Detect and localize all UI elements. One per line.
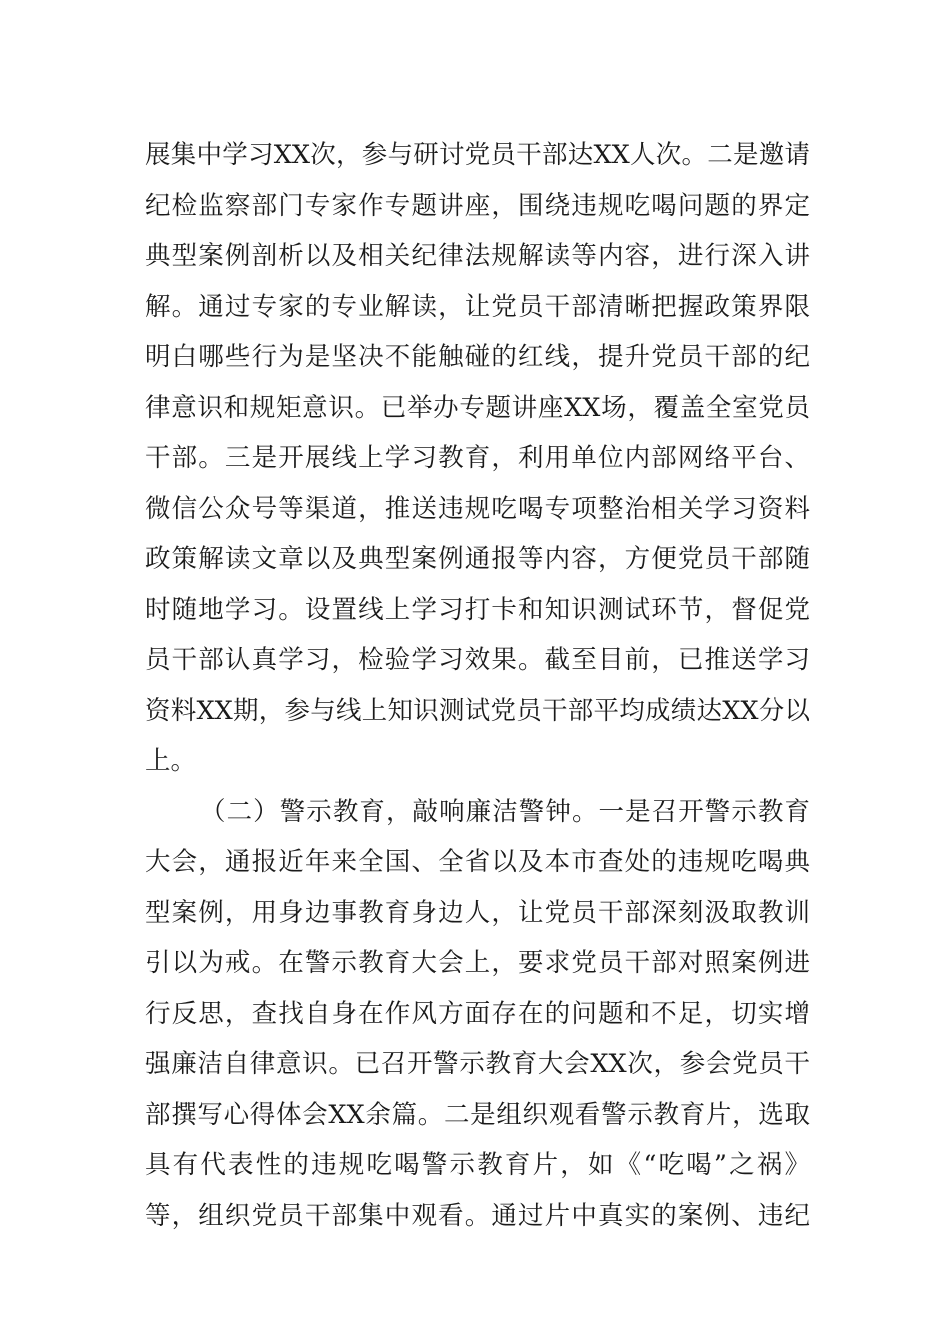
text-line: 具有代表性的违规吃喝警示教育片，如《“吃喝”之祸》	[145, 1150, 810, 1180]
text-line: 强廉洁自律意识。已召开警示教育大会XX次，参会党员干	[145, 1049, 810, 1079]
text-line: 律意识和规矩意识。已举办专题讲座XX场，覆盖全室党员	[145, 392, 810, 423]
text-line: 微信公众号等渠道，推送违规吃喝专项整治相关学习资料	[145, 493, 810, 524]
body-text	[145, 130, 810, 1241]
text-line: 型案例，用身边事教育身边人，让党员干部深刻汲取教训	[145, 897, 810, 928]
text-line: 员干部认真学习，检验学习效果。截至目前，已推送学习	[145, 645, 810, 675]
section-heading-line: （二）警示教育，敲响廉洁警钟。一是召开警示教育	[200, 796, 810, 827]
text-line: 行反思，查找自身在作风方面存在的问题和不足，切实增	[145, 998, 810, 1029]
text-line: 上。	[145, 746, 197, 776]
text-line: 等，组织党员干部集中观看。通过片中真实的案例、违纪	[145, 1200, 810, 1231]
text-line: 明白哪些行为是坚决不能触碰的红线，提升党员干部的纪	[145, 342, 810, 372]
text-line: 展集中学习XX次，参与研讨党员干部达XX人次。二是邀请	[145, 140, 810, 170]
text-line: 政策解读文章以及典型案例通报等内容，方便党员干部随	[145, 544, 810, 574]
text-line: 典型案例剖析以及相关纪律法规解读等内容，进行深入讲	[145, 241, 810, 271]
text-line: 大会，通报近年来全国、全省以及本市查处的违规吃喝典	[145, 847, 810, 877]
text-line: 纪检监察部门专家作专题讲座，围绕违规吃喝问题的界定	[145, 190, 810, 221]
text-line: 引以为戒。在警示教育大会上，要求党员干部对照案例进	[145, 948, 810, 978]
text-line: 资料XX期，参与线上知识测试党员干部平均成绩达XX分以	[145, 695, 810, 726]
text-line: 部撰写心得体会XX余篇。二是组织观看警示教育片，选取	[145, 1099, 810, 1130]
text-line: 干部。三是开展线上学习教育，利用单位内部网络平台、	[145, 443, 810, 473]
text-line: 时随地学习。设置线上学习打卡和知识测试环节，督促党	[145, 594, 810, 625]
text-line: 解。通过专家的专业解读，让党员干部清晰把握政策界限	[145, 291, 810, 322]
